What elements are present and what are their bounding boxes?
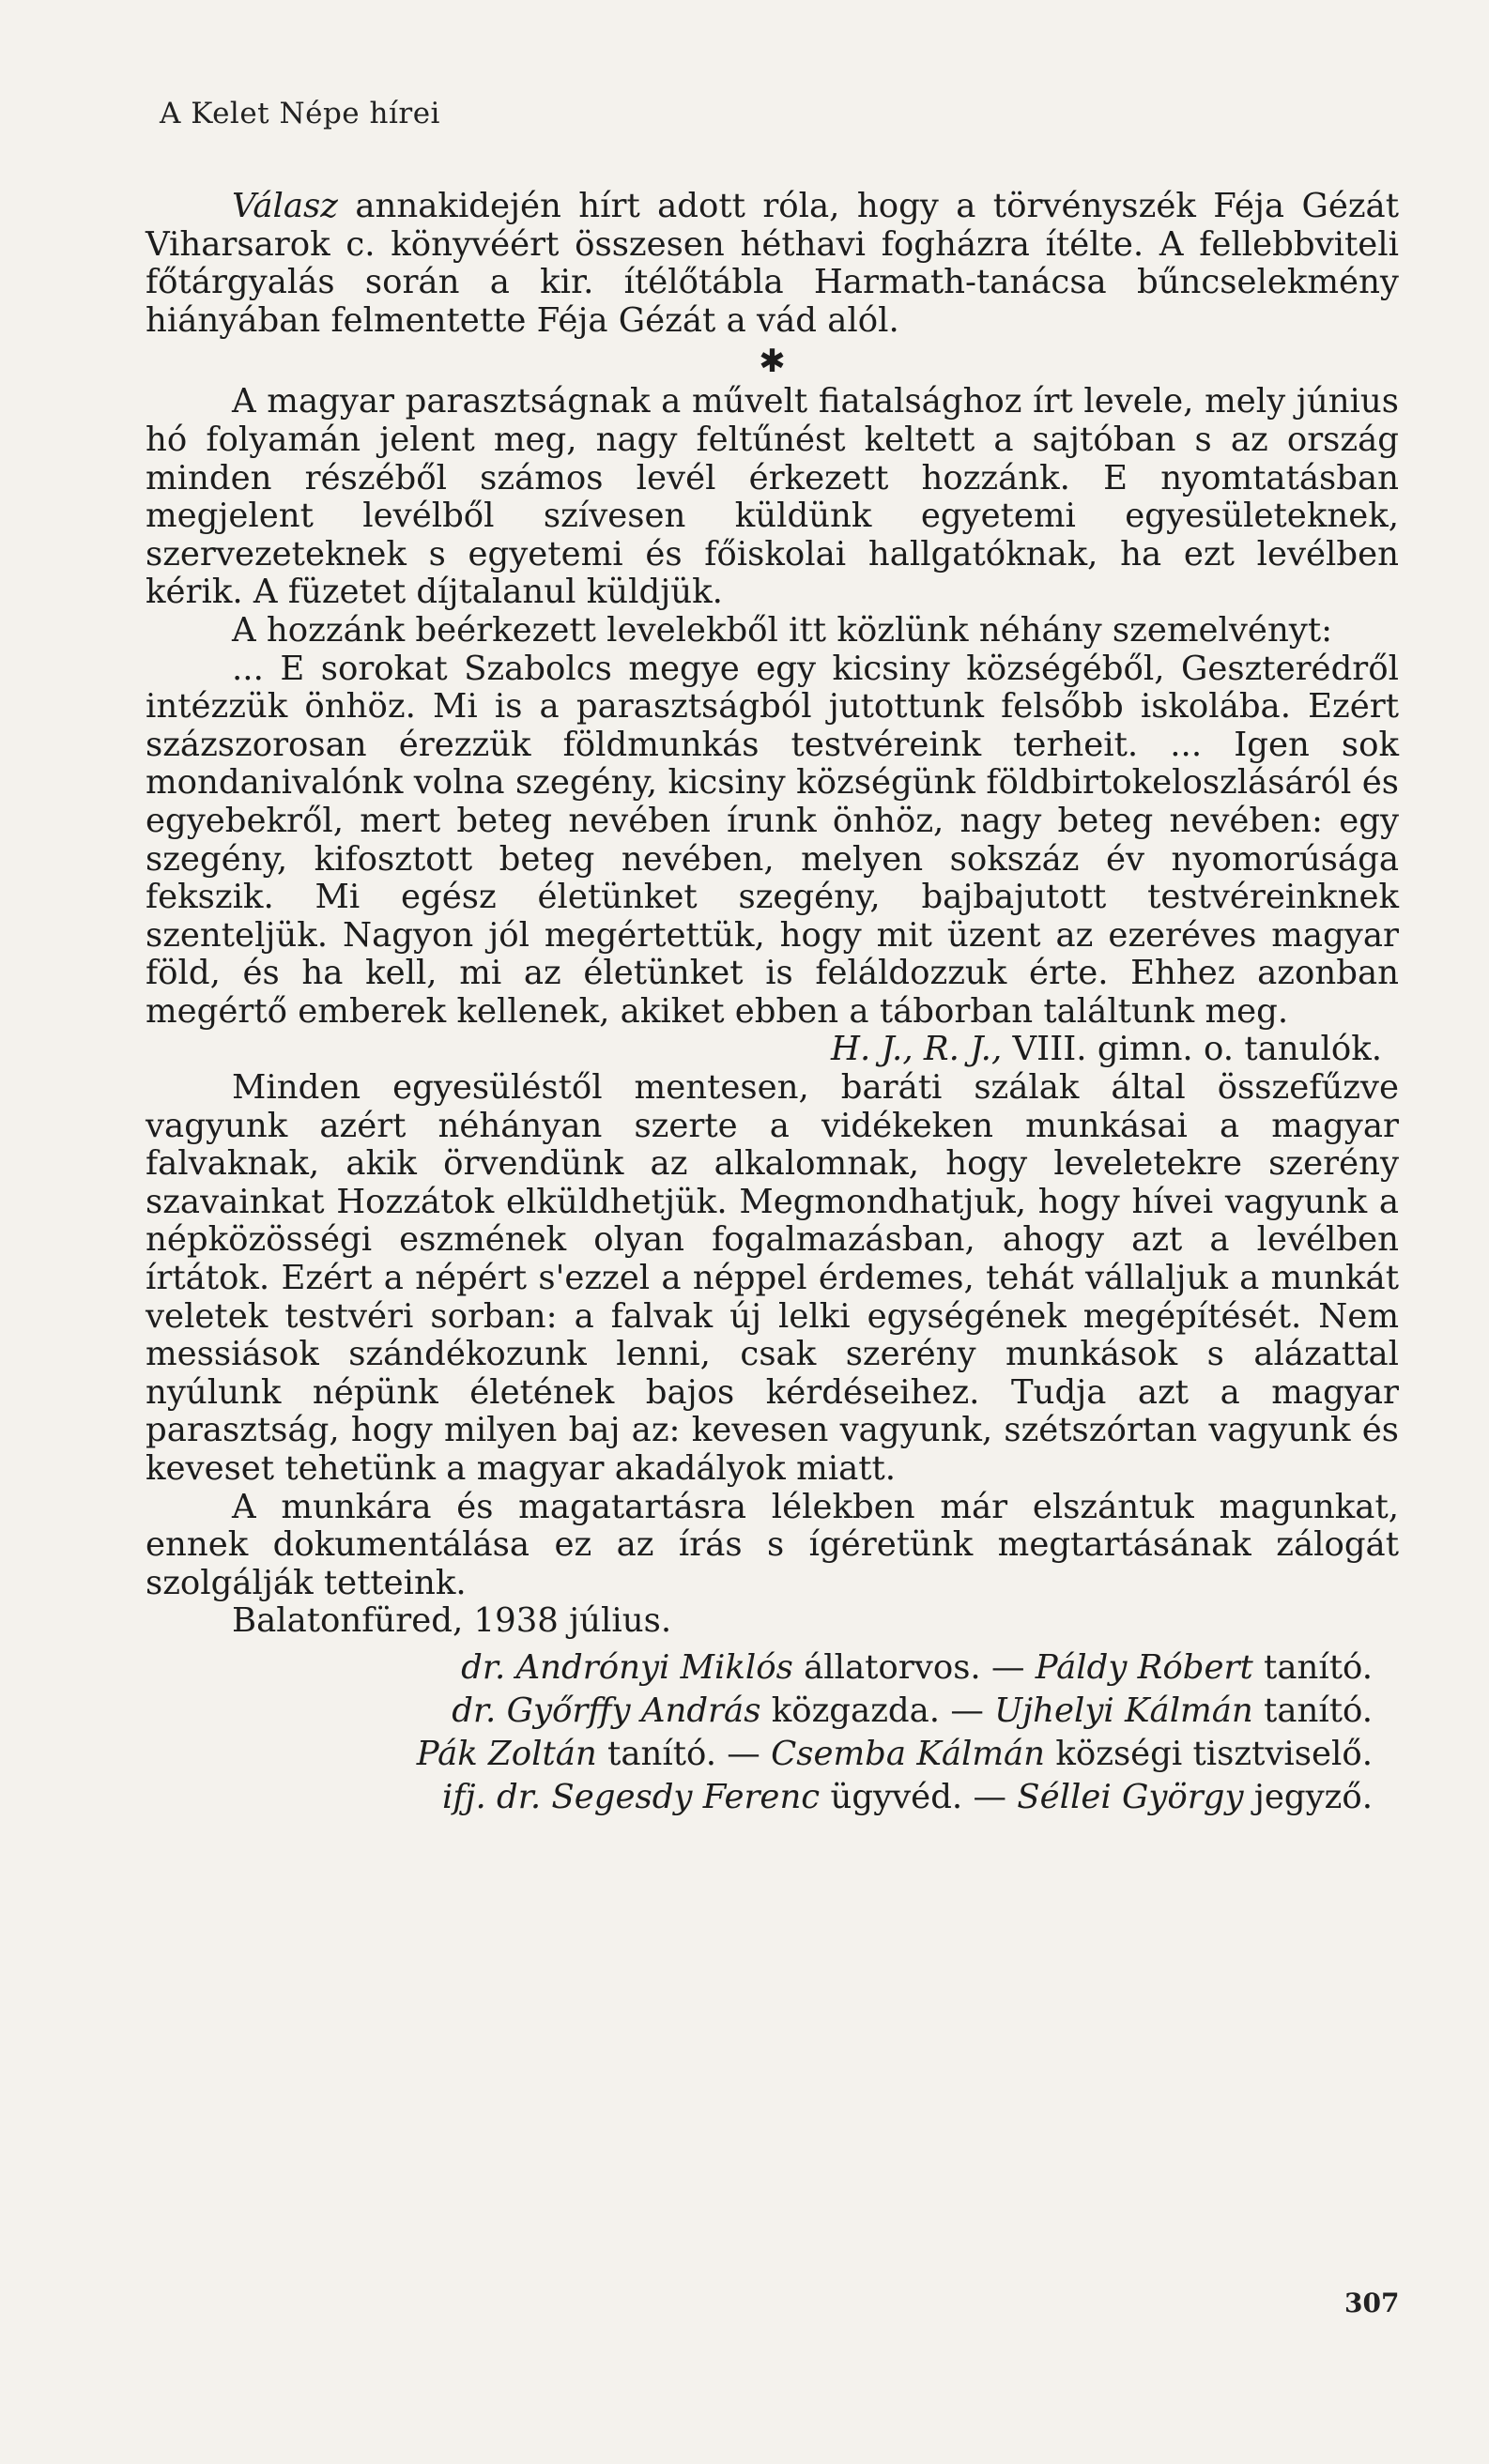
place-date: Balatonfüred, 1938 július.	[232, 1601, 672, 1641]
signatory-row	[146, 1690, 1399, 1733]
section-separator: ✱	[759, 343, 786, 381]
paragraph-5: Minden egyesüléstől mentesen, baráti szálak által összefűzve vagyunk azért néhányan szerte a vidékeken munkásai a magyar falvaknak, akik örvendünk az alkalomnak, hogy leveletekre szerény szavainkat Hozzátok elküldhetjük. Megmondhatjuk, hogy hívei vagyunk a népközösségi eszmének olyan fogalmazásban, ahogy azt a levélben írtátok. Ezért a népért s'ezzel a néppel érdemes, tehát vállaljuk a munkát veletek testvéri sorban: a falvak új lelki egységének megépítését. Nem messiások szándékozunk lenni, csak szerény munkások s alázattal nyúlunk népünk életének bajos kérdéseihez. Tudja azt a magyar parasztság, hogy milyen baj az: kevesen vagyunk, szétszórtan vagyunk és keveset tehetünk a magyar akadályok miatt.	[146, 1068, 1399, 1488]
signatory-role: közgazda.	[771, 1691, 941, 1730]
journal-title: Válasz	[232, 187, 338, 225]
signatory-row	[146, 1776, 1399, 1819]
signatory-role: jegyző.	[1253, 1777, 1373, 1816]
paragraph-2: A magyar parasztságnak a művelt fiatalsághoz írt levele, mely június hó folyamán jelent meg, nagy feltűnést keltett a sajtóban s az ország minden részéből számos levél érkezett hozzánk. E nyomtatásban megjelent levélből szívesen küldünk egyetemi egyesületeknek, szervezeteknek s egyetemi és főiskolai hallgatóknak, ha ezt levélben kérik. A füzetet díjtalanul küldjük.	[146, 382, 1399, 612]
letter-signature	[146, 1031, 1399, 1069]
signatory-role: tanító.	[1264, 1647, 1373, 1687]
signatory-row	[146, 1733, 1399, 1776]
signatory-role: tanító.	[1264, 1691, 1373, 1730]
signatory-name: dr. Győrffy András	[452, 1691, 761, 1730]
signatories	[146, 1646, 1399, 1819]
paragraph-3: A hozzánk beérkezett levelekből itt közlünk néhány szemelvényt:	[232, 610, 1333, 650]
signatory-name: Ujhelyi Kálmán	[994, 1691, 1253, 1730]
signatory-role: községi tisztviselő.	[1055, 1734, 1373, 1773]
paragraph-4: ... E sorokat Szabolcs megye egy kicsiny községéből, Geszterédről intézzük önhöz. Mi is a parasztságból jutottunk felsőbb iskolába. Ezért százszorosan érezzük földmunkás testvéreink terheit. ... Igen sok mondanivalónk volna szegény, kicsiny községünk földbirtokeloszlásáról és egyebekről, mert beteg nevében írunk önhöz, nagy beteg nevében: egy szegény, kifosztott beteg nevében, melyen sokszáz év nyomorúsága fekszik. Mi egész életünket szegény, bajbajutott testvéreinknek szenteljük. Nagyon jól megértettük, hogy mit üzent az ezeréves magyar föld, és ha kell, mi az életünket is feláldozzuk érte. Ehhez azonban megértő emberek kellenek, akiket ebben a táborban találtunk meg.	[146, 649, 1399, 1031]
dash: —	[727, 1734, 760, 1773]
running-title: A Kelet Népe hírei	[160, 97, 440, 130]
paragraph-1-text: annakidején hírt adott róla, hogy a törvényszék Féja Gézát Viharsarok c. könyvéért összesen héthavi fogházra ítélte. A fellebbviteli főtárgyalás során a kir. ítélőtábla Harmath-tanácsa bűncselekmény hiányában felmentette Féja Gézát a vád alól.	[146, 187, 1399, 340]
signatory-name: Páldy Róbert	[1035, 1647, 1253, 1687]
signatory-name: dr. Andrónyi Miklós	[461, 1647, 793, 1687]
article-body	[146, 188, 1399, 1819]
signatory-name: Pák Zoltán	[416, 1734, 597, 1773]
signatory-role: állatorvos.	[804, 1647, 981, 1687]
signatory-name: Csemba Kálmán	[771, 1734, 1046, 1773]
page-number: 307	[1344, 2288, 1400, 2319]
paragraph-6: A munkára és magatartásra lélekben már elszántuk magunkat, ennek dokumentálása ez az írás s ígéretünk megtartásának zálogát szolgálják tetteink.	[146, 1487, 1399, 1602]
dash: —	[991, 1647, 1025, 1687]
signatory-name: ifj. dr. Segesdy Ferenc	[441, 1777, 821, 1816]
signatory-row	[146, 1646, 1399, 1690]
letter-signature-initials: H. J., R. J.,	[831, 1030, 1003, 1069]
paragraph-1	[146, 188, 1399, 340]
dash: —	[950, 1691, 984, 1730]
signatory-role: ügyvéd.	[830, 1777, 963, 1816]
signatory-role: tanító.	[607, 1734, 716, 1773]
letter-signature-role: VIII. gimn. o. tanulók.	[1012, 1030, 1382, 1069]
dash: —	[973, 1777, 1006, 1816]
signatory-name: Séllei György	[1017, 1777, 1244, 1816]
